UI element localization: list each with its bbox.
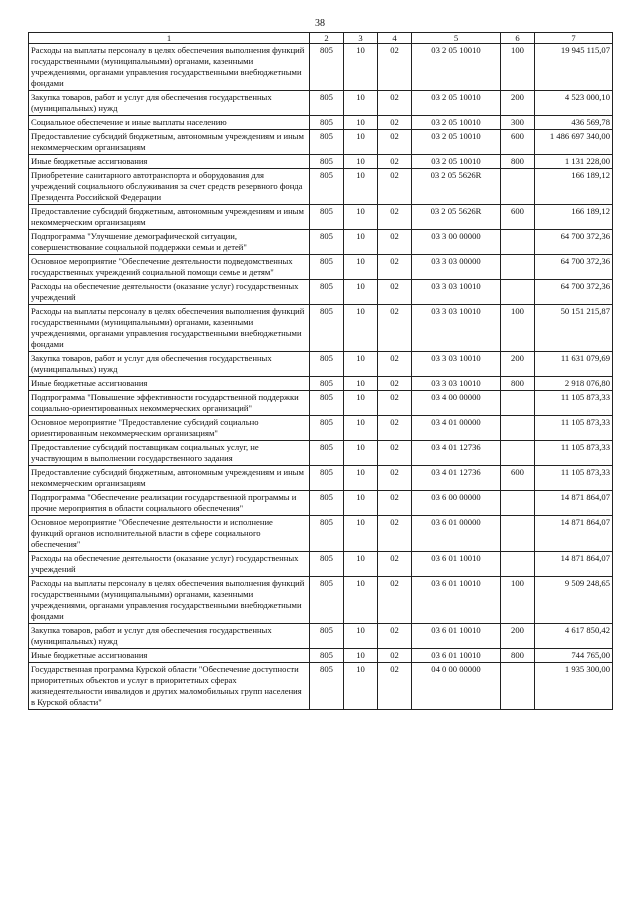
row-name: Иные бюджетные ассигнования	[29, 155, 310, 169]
row-subsection-code: 02	[378, 624, 412, 649]
row-target-article: 03 2 05 5626R	[412, 169, 501, 205]
row-amount: 436 569,78	[535, 116, 613, 130]
row-target-article: 03 3 03 10010	[412, 305, 501, 352]
row-expense-type	[501, 441, 535, 466]
row-section-code: 10	[344, 255, 378, 280]
row-amount: 14 871 864,07	[535, 491, 613, 516]
column-number: 6	[501, 33, 535, 44]
row-section-code: 10	[344, 552, 378, 577]
table-row	[29, 624, 613, 649]
table-row	[29, 44, 613, 91]
row-expense-type: 800	[501, 649, 535, 663]
row-grbs-code: 805	[310, 44, 344, 91]
row-section-code: 10	[344, 516, 378, 552]
row-target-article: 03 3 03 10010	[412, 377, 501, 391]
row-subsection-code: 02	[378, 416, 412, 441]
row-subsection-code: 02	[378, 280, 412, 305]
row-amount: 1 486 697 340,00	[535, 130, 613, 155]
column-number: 3	[344, 33, 378, 44]
row-section-code: 10	[344, 280, 378, 305]
row-expense-type: 300	[501, 116, 535, 130]
row-grbs-code: 805	[310, 280, 344, 305]
row-expense-type: 200	[501, 91, 535, 116]
row-amount: 2 918 076,80	[535, 377, 613, 391]
row-section-code: 10	[344, 391, 378, 416]
row-expense-type	[501, 491, 535, 516]
row-subsection-code: 02	[378, 169, 412, 205]
table-row	[29, 155, 613, 169]
row-expense-type: 600	[501, 466, 535, 491]
row-subsection-code: 02	[378, 230, 412, 255]
row-grbs-code: 805	[310, 516, 344, 552]
row-section-code: 10	[344, 116, 378, 130]
row-target-article: 03 3 03 10010	[412, 352, 501, 377]
row-grbs-code: 805	[310, 205, 344, 230]
row-subsection-code: 02	[378, 552, 412, 577]
column-number: 4	[378, 33, 412, 44]
row-grbs-code: 805	[310, 663, 344, 710]
row-section-code: 10	[344, 169, 378, 205]
row-section-code: 10	[344, 130, 378, 155]
table-row	[29, 577, 613, 624]
row-section-code: 10	[344, 91, 378, 116]
table-row	[29, 491, 613, 516]
row-target-article: 03 3 00 00000	[412, 230, 501, 255]
table-body	[29, 44, 613, 710]
row-name: Расходы на обеспечение деятельности (оказание услуг) государственных учреждений	[29, 552, 310, 577]
table-row	[29, 352, 613, 377]
row-section-code: 10	[344, 44, 378, 91]
row-expense-type	[501, 552, 535, 577]
column-number: 2	[310, 33, 344, 44]
row-amount: 64 700 372,36	[535, 255, 613, 280]
row-amount: 744 765,00	[535, 649, 613, 663]
row-grbs-code: 805	[310, 255, 344, 280]
row-name: Основное мероприятие "Обеспечение деятельности подведомственных государственных учреждений социальной помощи семье и детям"	[29, 255, 310, 280]
row-name: Предоставление субсидий бюджетным, автономным учреждениям и иным некоммерческим организациям	[29, 205, 310, 230]
row-expense-type	[501, 169, 535, 205]
row-expense-type	[501, 663, 535, 710]
row-amount: 11 105 873,33	[535, 391, 613, 416]
row-section-code: 10	[344, 205, 378, 230]
row-subsection-code: 02	[378, 44, 412, 91]
table-row	[29, 130, 613, 155]
row-subsection-code: 02	[378, 663, 412, 710]
row-section-code: 10	[344, 441, 378, 466]
table-row	[29, 255, 613, 280]
row-grbs-code: 805	[310, 155, 344, 169]
row-name: Предоставление субсидий бюджетным, автономным учреждениям и иным некоммерческим организациям	[29, 130, 310, 155]
table-row	[29, 391, 613, 416]
row-grbs-code: 805	[310, 305, 344, 352]
row-target-article: 03 6 01 10010	[412, 649, 501, 663]
row-target-article: 03 6 01 00000	[412, 516, 501, 552]
row-target-article: 03 2 05 10010	[412, 44, 501, 91]
row-grbs-code: 805	[310, 391, 344, 416]
table-row	[29, 516, 613, 552]
row-amount: 50 151 215,87	[535, 305, 613, 352]
row-expense-type	[501, 516, 535, 552]
row-expense-type: 200	[501, 352, 535, 377]
row-name: Подпрограмма "Обеспечение реализации государственной программы и прочие мероприятия в области социального обеспечения"	[29, 491, 310, 516]
row-expense-type	[501, 280, 535, 305]
row-section-code: 10	[344, 649, 378, 663]
row-section-code: 10	[344, 491, 378, 516]
row-grbs-code: 805	[310, 416, 344, 441]
row-target-article: 03 4 01 12736	[412, 441, 501, 466]
row-target-article: 03 2 05 10010	[412, 116, 501, 130]
row-grbs-code: 805	[310, 577, 344, 624]
table-row	[29, 116, 613, 130]
row-subsection-code: 02	[378, 116, 412, 130]
row-grbs-code: 805	[310, 552, 344, 577]
row-name: Расходы на обеспечение деятельности (оказание услуг) государственных учреждений	[29, 280, 310, 305]
row-section-code: 10	[344, 416, 378, 441]
row-amount: 19 945 115,07	[535, 44, 613, 91]
row-target-article: 03 6 01 10010	[412, 552, 501, 577]
row-expense-type: 800	[501, 155, 535, 169]
row-name: Предоставление субсидий поставщикам социальных услуг, не участвующим в выполнении государственного задания	[29, 441, 310, 466]
row-name: Иные бюджетные ассигнования	[29, 377, 310, 391]
row-name: Иные бюджетные ассигнования	[29, 649, 310, 663]
row-target-article: 03 6 01 10010	[412, 624, 501, 649]
row-grbs-code: 805	[310, 624, 344, 649]
column-number: 1	[29, 33, 310, 44]
row-expense-type	[501, 391, 535, 416]
row-section-code: 10	[344, 577, 378, 624]
row-grbs-code: 805	[310, 91, 344, 116]
row-amount: 14 871 864,07	[535, 552, 613, 577]
row-name: Приобретение санитарного автотранспорта и оборудования для учреждений социального обслуживания за счет средств резервного фонда Президента Российской Федерации	[29, 169, 310, 205]
table-row	[29, 230, 613, 255]
table-row	[29, 280, 613, 305]
row-name: Подпрограмма "Улучшение демографической ситуации, совершенствование социальной поддержки семьи и детей"	[29, 230, 310, 255]
row-amount: 1 131 228,00	[535, 155, 613, 169]
table-row	[29, 205, 613, 230]
table-row	[29, 91, 613, 116]
row-section-code: 10	[344, 663, 378, 710]
row-subsection-code: 02	[378, 305, 412, 352]
row-expense-type: 600	[501, 130, 535, 155]
row-expense-type	[501, 230, 535, 255]
row-amount: 64 700 372,36	[535, 230, 613, 255]
row-grbs-code: 805	[310, 352, 344, 377]
table-row	[29, 169, 613, 205]
row-target-article: 03 3 03 10010	[412, 280, 501, 305]
row-grbs-code: 805	[310, 230, 344, 255]
table-row	[29, 377, 613, 391]
row-name: Государственная программа Курской области "Обеспечение доступности приоритетных объектов и услуг в приоритетных сферах жизнедеятельности инвалидов и других маломобильных групп населения в Курской области"	[29, 663, 310, 710]
row-subsection-code: 02	[378, 577, 412, 624]
row-name: Подпрограмма "Повышение эффективности государственной поддержки социально-ориентированных некоммерческих организаций"	[29, 391, 310, 416]
table-row	[29, 649, 613, 663]
table-row	[29, 466, 613, 491]
row-target-article: 03 4 01 12736	[412, 466, 501, 491]
column-number: 5	[412, 33, 501, 44]
row-name: Основное мероприятие "Обеспечение деятельности и исполнение функций органов исполнительной власти в сфере социального обеспечения"	[29, 516, 310, 552]
row-subsection-code: 02	[378, 377, 412, 391]
table-row	[29, 441, 613, 466]
row-target-article: 03 2 05 10010	[412, 91, 501, 116]
row-expense-type: 100	[501, 577, 535, 624]
row-name: Закупка товаров, работ и услуг для обеспечения государственных (муниципальных) нужд	[29, 91, 310, 116]
table-row	[29, 552, 613, 577]
row-grbs-code: 805	[310, 116, 344, 130]
row-amount: 64 700 372,36	[535, 280, 613, 305]
column-number-row	[29, 33, 613, 44]
row-target-article: 03 6 01 10010	[412, 577, 501, 624]
row-grbs-code: 805	[310, 466, 344, 491]
row-subsection-code: 02	[378, 155, 412, 169]
row-section-code: 10	[344, 352, 378, 377]
page-number: 38	[315, 18, 325, 29]
row-grbs-code: 805	[310, 130, 344, 155]
row-expense-type	[501, 255, 535, 280]
row-subsection-code: 02	[378, 441, 412, 466]
row-expense-type: 100	[501, 305, 535, 352]
row-expense-type: 200	[501, 624, 535, 649]
row-name: Расходы на выплаты персоналу в целях обеспечения выполнения функций государственными (муниципальными) органами, казенными учреждениями, органами управления государственными внебюджетными фондами	[29, 44, 310, 91]
table-row	[29, 305, 613, 352]
row-section-code: 10	[344, 624, 378, 649]
row-subsection-code: 02	[378, 466, 412, 491]
row-amount: 4 523 000,10	[535, 91, 613, 116]
row-subsection-code: 02	[378, 352, 412, 377]
row-target-article: 03 4 00 00000	[412, 391, 501, 416]
row-name: Расходы на выплаты персоналу в целях обеспечения выполнения функций государственными (муниципальными) органами, казенными учреждениями, органами управления государственными внебюджетными фондами	[29, 577, 310, 624]
row-name: Основное мероприятие "Предоставление субсидий социально ориентированным некоммерческим организациям"	[29, 416, 310, 441]
row-target-article: 03 2 05 5626R	[412, 205, 501, 230]
row-expense-type	[501, 416, 535, 441]
row-subsection-code: 02	[378, 205, 412, 230]
row-amount: 14 871 864,07	[535, 516, 613, 552]
row-name: Социальное обеспечение и иные выплаты населению	[29, 116, 310, 130]
row-section-code: 10	[344, 305, 378, 352]
row-subsection-code: 02	[378, 130, 412, 155]
row-subsection-code: 02	[378, 649, 412, 663]
row-section-code: 10	[344, 466, 378, 491]
row-grbs-code: 805	[310, 169, 344, 205]
row-subsection-code: 02	[378, 491, 412, 516]
row-target-article: 04 0 00 00000	[412, 663, 501, 710]
row-name: Закупка товаров, работ и услуг для обеспечения государственных (муниципальных) нужд	[29, 624, 310, 649]
row-amount: 11 105 873,33	[535, 416, 613, 441]
row-target-article: 03 6 00 00000	[412, 491, 501, 516]
row-amount: 11 105 873,33	[535, 466, 613, 491]
row-grbs-code: 805	[310, 491, 344, 516]
row-amount: 166 189,12	[535, 169, 613, 205]
table-row	[29, 416, 613, 441]
row-target-article: 03 2 05 10010	[412, 155, 501, 169]
table-row	[29, 663, 613, 710]
row-amount: 11 631 079,69	[535, 352, 613, 377]
row-section-code: 10	[344, 230, 378, 255]
row-name: Закупка товаров, работ и услуг для обеспечения государственных (муниципальных) нужд	[29, 352, 310, 377]
row-expense-type: 600	[501, 205, 535, 230]
row-section-code: 10	[344, 155, 378, 169]
row-expense-type: 100	[501, 44, 535, 91]
row-name: Расходы на выплаты персоналу в целях обеспечения выполнения функций государственными (муниципальными) органами, казенными учреждениями, органами управления государственными внебюджетными фондами	[29, 305, 310, 352]
row-amount: 166 189,12	[535, 205, 613, 230]
row-target-article: 03 4 01 00000	[412, 416, 501, 441]
row-subsection-code: 02	[378, 91, 412, 116]
row-grbs-code: 805	[310, 441, 344, 466]
column-number: 7	[535, 33, 613, 44]
row-name: Предоставление субсидий бюджетным, автономным учреждениям и иным некоммерческим организациям	[29, 466, 310, 491]
row-subsection-code: 02	[378, 391, 412, 416]
budget-table	[28, 32, 613, 710]
row-target-article: 03 3 03 00000	[412, 255, 501, 280]
row-grbs-code: 805	[310, 649, 344, 663]
row-subsection-code: 02	[378, 255, 412, 280]
row-section-code: 10	[344, 377, 378, 391]
row-amount: 9 509 248,65	[535, 577, 613, 624]
row-amount: 11 105 873,33	[535, 441, 613, 466]
row-subsection-code: 02	[378, 516, 412, 552]
row-amount: 4 617 850,42	[535, 624, 613, 649]
row-grbs-code: 805	[310, 377, 344, 391]
row-target-article: 03 2 05 10010	[412, 130, 501, 155]
row-expense-type: 800	[501, 377, 535, 391]
row-amount: 1 935 300,00	[535, 663, 613, 710]
